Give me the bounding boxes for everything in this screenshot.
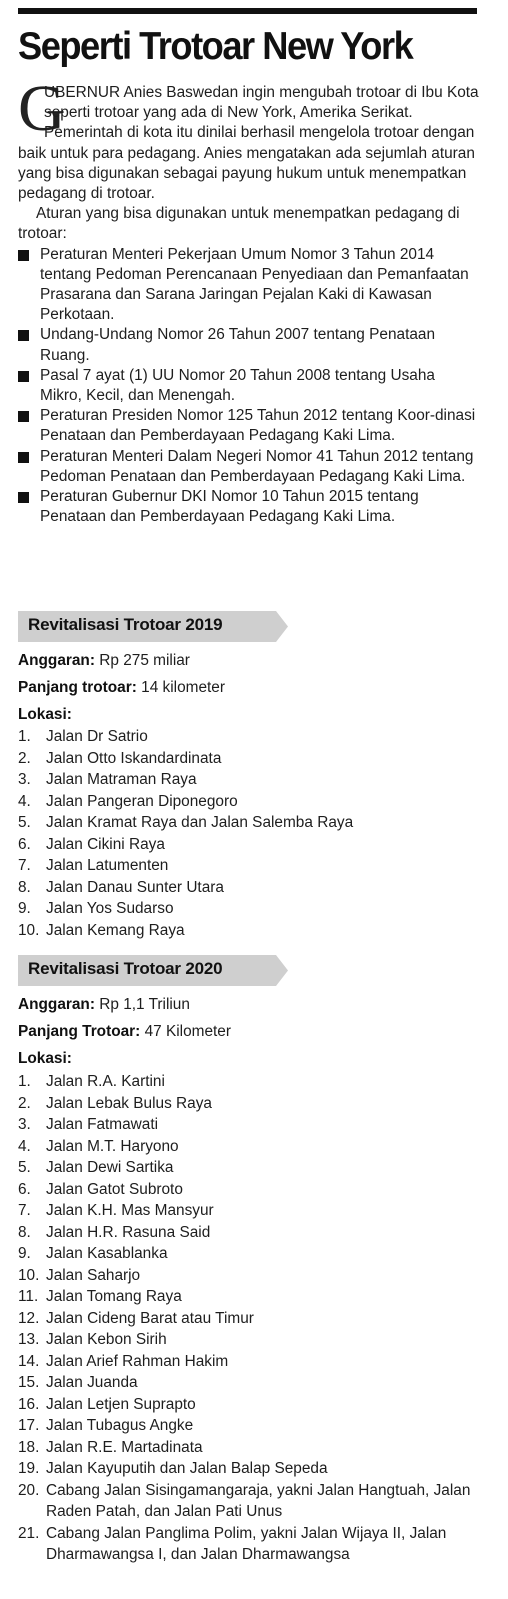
location-number: 13. (18, 1331, 40, 1348)
location-number: 4. (18, 1137, 31, 1155)
location-name: Jalan Kasablanka (46, 1245, 168, 1262)
length-value: 47 Kilometer (144, 1023, 231, 1040)
location-item (18, 1114, 488, 1136)
budget-label: Anggaran: (18, 652, 95, 669)
location-number: 9. (18, 1245, 31, 1262)
location-item (18, 1480, 488, 1523)
budget-value: Rp 275 miliar (99, 652, 190, 669)
location-number: 15. (18, 1374, 40, 1391)
location-item (18, 1329, 488, 1351)
top-rule (18, 8, 477, 14)
location-name: Jalan Arief Rahman Hakim (46, 1352, 229, 1370)
location-name: Jalan H.R. Rasuna Said (46, 1223, 211, 1241)
headline: Seperti Trotoar New York (18, 25, 413, 68)
location-name: Cabang Jalan Sisingamangaraja, yakni Jalan Hangtuah, Jalan Raden Patah, dan Jalan Pati Unus (46, 1481, 471, 1520)
location-item (18, 1437, 488, 1459)
rule-item (18, 366, 480, 406)
location-item (18, 920, 488, 942)
location-name: Jalan Fatmawati (46, 1116, 159, 1133)
location-item (18, 1222, 488, 1244)
length-value: 14 kilometer (141, 679, 225, 696)
location-number: 1. (18, 728, 31, 745)
section-tag-2019 (18, 611, 288, 641)
length-label: Panjang Trotoar: (18, 1023, 141, 1040)
locations-label-2019: Lokasi: (18, 706, 72, 723)
section-tag-2020 (18, 955, 288, 985)
location-name: Jalan Kebon Sirih (46, 1331, 167, 1348)
locations-label-2020: Lokasi: (18, 1050, 72, 1067)
rule-item (18, 245, 480, 326)
location-number: 3. (18, 771, 31, 788)
location-number: 17. (18, 1417, 40, 1434)
location-item (18, 1458, 488, 1480)
location-number: 2. (18, 1094, 31, 1112)
location-name: Jalan Cikini Raya (46, 835, 165, 853)
location-number: 8. (18, 1223, 31, 1241)
location-number: 6. (18, 1180, 31, 1198)
location-name: Jalan Saharjo (46, 1266, 141, 1284)
intro-paragraph (18, 72, 480, 204)
location-item (18, 898, 488, 920)
rule-text: Peraturan Menteri Dalam Negeri Nomor 41 Tahun 2012 tentang Pedoman Penataan dan Pemberdayaan Pedagang Kaki Lima. (40, 447, 474, 485)
location-number: 5. (18, 814, 31, 831)
drop-cap: G (18, 72, 66, 145)
location-name: Jalan Danau Sunter Utara (46, 878, 224, 896)
location-number: 10. (18, 1266, 40, 1284)
location-number: 21. (18, 1524, 40, 1542)
location-number: 19. (18, 1460, 40, 1477)
section-title-2020: Revitalisasi Trotoar 2020 (28, 959, 223, 978)
intro-text: UBERNUR Anies Baswedan ingin mengubah trotoar di Ibu Kota seperti trotoar yang ada di New York, Amerika Serikat. Pemerintah di kota itu dinilai berhasil mengelola trotoar dengan baik untuk para pedagang. Anies mengatakan ada sejumlah aturan yang bisa digunakan sebagai payung hukum untuk menempatkan pedagang di trotoar. (18, 84, 479, 203)
location-name: Jalan Pangeran Diponegoro (46, 792, 238, 810)
budget-value: Rp 1,1 Triliun (99, 996, 190, 1013)
location-name: Jalan Yos Sudarso (46, 900, 174, 917)
location-item (18, 834, 488, 856)
location-item (18, 1157, 488, 1179)
location-name: Jalan R.A. Kartini (46, 1073, 165, 1090)
location-name: Jalan Cideng Barat atau Timur (46, 1309, 254, 1327)
rule-item (18, 487, 480, 527)
location-name: Jalan Gatot Subroto (46, 1180, 183, 1198)
location-item (18, 1265, 488, 1287)
location-name: Jalan Kemang Raya (46, 921, 185, 939)
locations-list-2020 (18, 1071, 488, 1566)
location-number: 1. (18, 1073, 31, 1090)
location-number: 20. (18, 1481, 40, 1499)
location-item (18, 855, 488, 877)
location-number: 11. (18, 1288, 39, 1305)
article-body (18, 72, 480, 527)
location-name: Jalan Tomang Raya (46, 1288, 182, 1305)
location-item (18, 1351, 488, 1373)
location-name: Jalan K.H. Mas Mansyur (46, 1202, 214, 1219)
section-title-2019: Revitalisasi Trotoar 2019 (28, 615, 223, 634)
rule-item (18, 325, 480, 365)
location-item (18, 812, 488, 834)
square-bullet-icon (18, 250, 29, 261)
location-item (18, 748, 488, 770)
location-number: 7. (18, 1202, 31, 1219)
location-item (18, 791, 488, 813)
location-number: 16. (18, 1395, 40, 1413)
location-name: Jalan Kramat Raya dan Jalan Salemba Raya (46, 814, 354, 831)
rule-item (18, 447, 480, 487)
length-2020 (18, 1023, 231, 1041)
location-name: Jalan R.E. Martadinata (46, 1438, 203, 1456)
location-name: Jalan Letjen Suprapto (46, 1395, 196, 1413)
budget-label: Anggaran: (18, 996, 95, 1013)
location-name: Jalan Otto Iskandardinata (46, 749, 222, 767)
location-item (18, 1286, 488, 1308)
length-2019 (18, 679, 225, 697)
location-name: Jalan Lebak Bulus Raya (46, 1094, 212, 1112)
rule-text: Peraturan Presiden Nomor 125 Tahun 2012 tentang Koor-dinasi Penataan dan Pemberdayaan Pedagang Kaki Lima. (40, 407, 476, 445)
rule-item (18, 406, 480, 446)
location-number: 9. (18, 900, 31, 917)
square-bullet-icon (18, 492, 29, 503)
location-number: 18. (18, 1438, 40, 1456)
location-number: 6. (18, 835, 31, 853)
square-bullet-icon (18, 411, 29, 422)
location-name: Jalan Latumenten (46, 857, 169, 874)
location-item (18, 1179, 488, 1201)
location-name: Jalan M.T. Haryono (46, 1137, 179, 1155)
location-item (18, 1243, 488, 1265)
locations-list-2019 (18, 726, 488, 941)
location-number: 3. (18, 1116, 31, 1133)
location-name: Jalan Juanda (46, 1374, 138, 1391)
location-name: Jalan Tubagus Angke (46, 1417, 194, 1434)
location-number: 12. (18, 1309, 40, 1327)
location-number: 8. (18, 878, 31, 896)
length-label: Panjang trotoar: (18, 679, 137, 696)
location-number: 10. (18, 921, 40, 939)
location-name: Jalan Matraman Raya (46, 771, 197, 788)
rule-text: Peraturan Menteri Pekerjaan Umum Nomor 3 Tahun 2014 tentang Pedoman Perencanaan Penyediaan dan Pemanfaatan Prasarana dan Sarana Jaringan Pejalan Kaki di Kawasan Perkotaan. (40, 245, 469, 324)
location-number: 5. (18, 1159, 31, 1176)
square-bullet-icon (18, 330, 29, 341)
location-item (18, 1415, 488, 1437)
location-item (18, 1372, 488, 1394)
location-item (18, 1523, 488, 1566)
rules-list (18, 245, 480, 528)
location-item (18, 1394, 488, 1416)
square-bullet-icon (18, 452, 29, 463)
location-number: 14. (18, 1352, 40, 1370)
budget-2019 (18, 652, 190, 670)
location-item (18, 1071, 488, 1093)
location-name: Cabang Jalan Panglima Polim, yakni Jalan Wijaya II, Jalan Dharmawangsa I, dan Jalan Dharmawangsa (46, 1524, 447, 1563)
location-item (18, 1308, 488, 1330)
location-name: Jalan Dewi Sartika (46, 1159, 174, 1176)
rule-text: Undang-Undang Nomor 26 Tahun 2007 tentang Penataan Ruang. (40, 326, 436, 364)
location-name: Jalan Dr Satrio (46, 728, 148, 745)
square-bullet-icon (18, 371, 29, 382)
location-item (18, 1200, 488, 1222)
location-number: 4. (18, 792, 31, 810)
rules-intro: Aturan yang bisa digunakan untuk menempatkan pedagang di trotoar: (18, 205, 460, 243)
location-item (18, 769, 488, 791)
location-name: Jalan Kayuputih dan Jalan Balap Sepeda (46, 1460, 328, 1477)
location-number: 7. (18, 857, 31, 874)
location-item (18, 726, 488, 748)
rule-text: Peraturan Gubernur DKI Nomor 10 Tahun 2015 tentang Penataan dan Pemberdayaan Pedagang Kaki Lima. (40, 488, 419, 526)
location-item (18, 1093, 488, 1115)
rule-text: Pasal 7 ayat (1) UU Nomor 20 Tahun 2008 tentang Usaha Mikro, Kecil, dan Menengah. (40, 366, 435, 405)
location-number: 2. (18, 749, 31, 767)
location-item (18, 1136, 488, 1158)
budget-2020 (18, 996, 190, 1014)
location-item (18, 877, 488, 899)
